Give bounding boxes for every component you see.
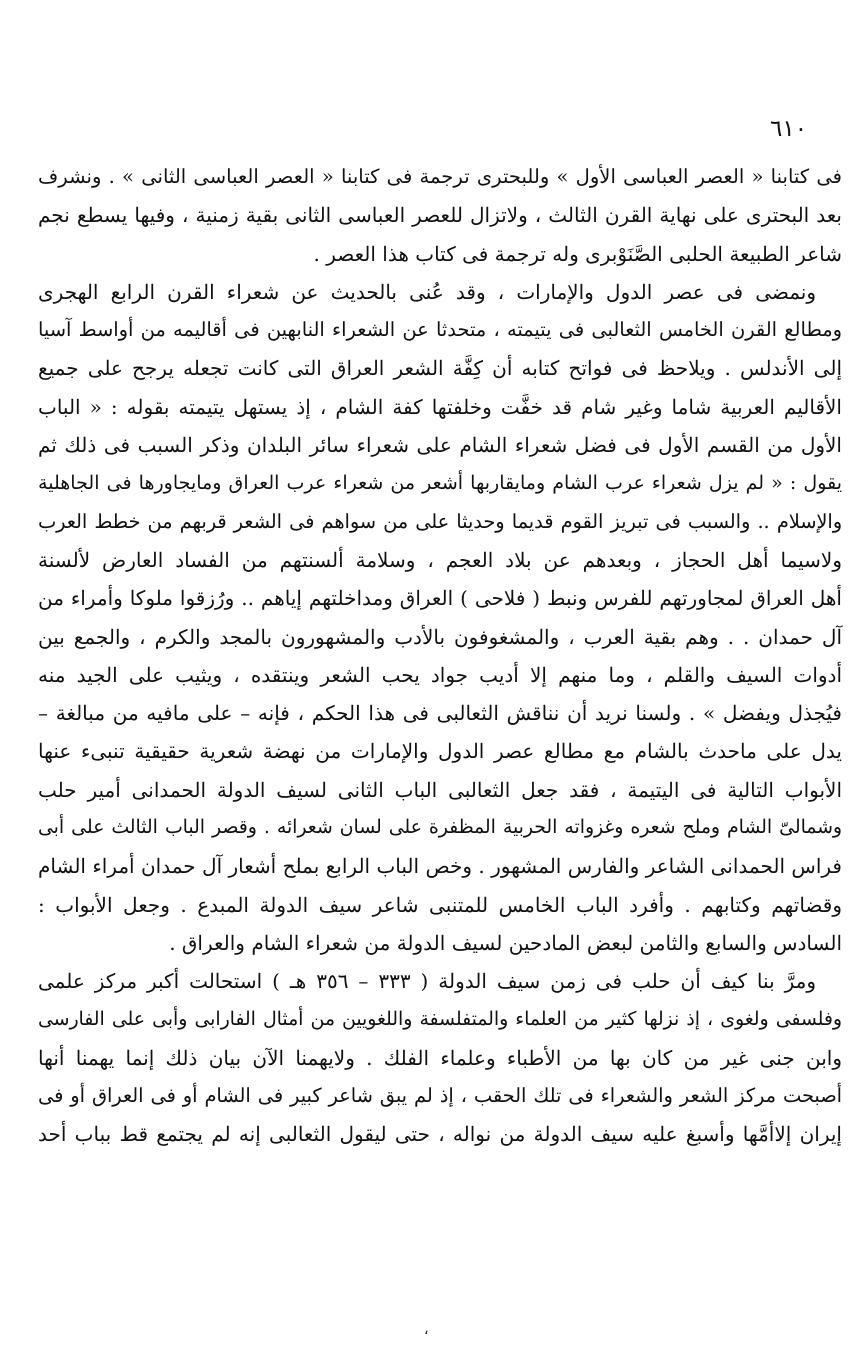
text-line: بعد البحترى على نهاية القرن الثالث ، ولاتزال للعصر العباسى الثانى بقية زمنية ، وفيها يسطع نجم bbox=[38, 203, 842, 228]
paragraph-2 bbox=[38, 273, 842, 962]
text-line: إيران إلاأمَّها وأسبغ عليه سيف الدولة من نواله ، حتى ليقول الثعالبى إنه لم يجتمع قط بباب أحد bbox=[38, 1122, 842, 1147]
paragraph-1 bbox=[38, 158, 842, 273]
body-text bbox=[38, 158, 842, 1154]
paragraph-3 bbox=[38, 962, 842, 1153]
text-line: يدل على ماحدث بالشام مع مطالع عصر الدول والإمارات من نهضة شعرية حقيقية تنبىء عنها bbox=[38, 739, 842, 764]
text-line: آل حمدان . . وهم بقية العرب ، والمشغوفون بالأدب والمشهورون بالمجد والكرم ، والجمع بين bbox=[38, 624, 842, 649]
text-line: وقضاتهم وكتابهم . وأفرد الباب الخامس للمتنبى شاعر سيف الدولة المبدع . وجعل الأبواب : bbox=[38, 892, 842, 917]
text-line: ومطالع القرن الخامس الثعالبى فى يتيمته ، متحدثا عن الشعراء النابهين فى أقاليمه من أواسط آسيا bbox=[38, 318, 842, 342]
text-line: وشمالىّ الشام وملح شعره وغزواته الحربية المظفرة على لسان شعرائه . وقصر الباب الثالث على أبى bbox=[38, 817, 842, 839]
text-line: وابن جنى غير من كان بها من الأطباء وعلماء الفلك . ولايهمنا الآن بيان ذلك إنما يهمنا أنها bbox=[38, 1045, 842, 1070]
text-line: فراس الحمدانى الشاعر والفارس المشهور . وخص الباب الرابع بملح أشعار آل حمدان أمراء الشام bbox=[38, 854, 842, 879]
text-line: والإسلام .. والسبب فى تبريز القوم قديما وحديثا على من سواهم فى الشعر قربهم من خطط العرب bbox=[38, 509, 842, 533]
text-line: أدوات السيف والقلم ، وما منهم إلا أديب جواد يحب الشعر وينتقده ، ويثيب على الجيد منه bbox=[38, 662, 842, 687]
text-line: الأول من القسم الأول فى فضل شعراء الشام على شعراء سائر البلدان وذكر السبب فى ذلك ثم bbox=[38, 433, 842, 458]
footer-mark: ، bbox=[424, 1322, 429, 1338]
text-line: ولاسيما أهل الحجاز ، وبعدهم عن بلاد العجم ، وسلامة ألسنتهم من الفساد العارض لألسنة bbox=[38, 547, 842, 572]
text-line: شاعر الطبيعة الحلبى الصَّنَوْبرى وله ترجمة فى كتاب هذا العصر . bbox=[313, 241, 842, 266]
text-line: السادس والسابع والثامن لبعض المادحين لسيف الدولة من شعراء الشام والعراق . bbox=[169, 930, 842, 955]
text-line: وفلسفى ولغوى ، إذ نزلها كثير من العلماء والمتفلسفة واللغويين من أمثال الفارابى وأبى على الفارسى bbox=[38, 1008, 842, 1030]
text-line: ونمضى فى عصر الدول والإمارات ، وقد عُنى بالحديث عن شعراء القرن الرابع الهجرى bbox=[38, 279, 816, 304]
text-line: فى كتابنا « العصر العباسى الأول » وللبحترى ترجمة فى كتابنا « العصر العباسى الثانى » . ونشرف bbox=[38, 165, 842, 188]
text-line: أهل العراق لمجاورتهم للفرس ونبط ( فلاحى ) العراق ومداخلتهم إياهم .. ورُزقوا ملوكا وأمراء من bbox=[38, 586, 842, 611]
text-line: إلى الأندلس . ويلاحظ فى فواتح كتابه أن كِفَّة الشعر العراق التى كانت تجعله يرجح على جميع bbox=[38, 356, 842, 381]
text-line: يقول : « لم يزل شعراء عرب الشام ومايقاربها أشعر من شعراء عرب العراق ومايجاورها فى الجاهلية bbox=[38, 472, 842, 495]
text-line: أصبحت مركز الشعر والشعراء فى تلك الحقب ، إذ لم يبق شاعر كبير فى الشام أو فى العراق أو فى bbox=[38, 1084, 842, 1108]
text-line: فيُجذل ويفضل » . ولسنا نريد أن نناقش الثعالبى فى هذا الحكم ، فإنه – على مافيه من مبالغة – bbox=[38, 701, 842, 726]
text-line: ومرَّ بنا كيف أن حلب فى زمن سيف الدولة ( ٣٣٣ – ٣٥٦ هـ ) استحالت أكبر مركز علمى bbox=[38, 969, 816, 994]
text-line: الأبواب التالية فى اليتيمة ، فقد جعل الثعالبى الباب الثانى لسيف الدولة الحمدانى أمير حلب bbox=[38, 777, 842, 802]
text-line: الأقاليم العربية شاما وغير شام قد خفَّت وخلفتها كفة الشام ، إذ يستهل يتيمته بقوله : « الباب bbox=[38, 394, 842, 419]
page-number: ٦١٠ bbox=[770, 116, 808, 142]
